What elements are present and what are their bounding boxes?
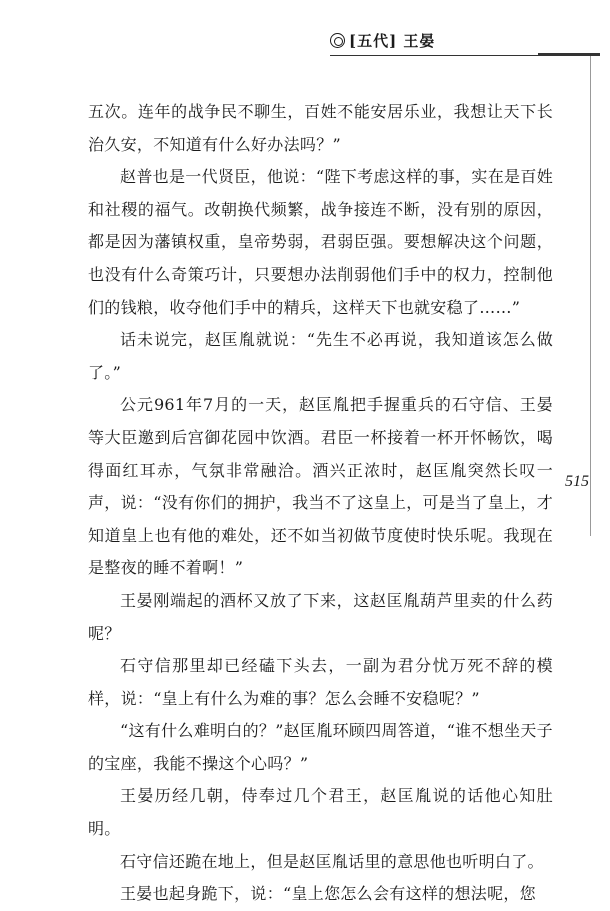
paragraph: 五次。连年的战争民不聊生，百姓不能安居乐业，我想让天下长治久安，不知道有什么好办法吗？”	[88, 102, 553, 154]
paragraph: 石守信那里却已经磕下头去，一副为君分忧万死不辞的模样，说：“皇上有什么为难的事？怎么会睡不安稳呢？”	[88, 656, 553, 708]
paragraph: 王晏刚端起的酒杯又放了下来，这赵匡胤葫芦里卖的什么药呢？	[88, 590, 553, 643]
circle-bullet-icon	[330, 33, 345, 48]
margin-line	[590, 56, 591, 536]
page-number: 515	[565, 473, 589, 490]
paragraph: 公元961年7月的一天，赵匡胤把手握重兵的石守信、王晏等大臣邀到后宫御花园中饮酒。君臣一杯接着一杯开怀畅饮，喝得面红耳赤，气氛非常融洽。酒兴正浓时，赵匡胤突然长叹一声，说：“没有你们的拥护，我当不了这皇上，可是当了皇上，才知道皇上也有他的难处，还不如当初做节度使时快乐呢。我现在是整夜的睡不着啊！”	[88, 395, 553, 578]
paragraph: 赵普也是一代贤臣，他说：“陛下考虑这样的事，实在是百姓和社稷的福气。改朝换代频繁，战争接连不断，没有别的原因，都是因为藩镇权重，皇帝势弱，君弱臣强。要想解决这个问题，也没有什么奇策巧计，只要想办法削弱他们手中的权力，控制他们的钱粮，收夺他们手中的精兵，这样天下也就安稳了……”	[88, 167, 553, 317]
body-text	[88, 96, 553, 911]
paragraph: “这有什么难明白的？”赵匡胤环顾四周答道，“谁不想坐天子的宝座，我能不操这个心吗？”	[88, 721, 553, 773]
header-title: [五代] 王晏	[349, 32, 436, 50]
paragraph: 王晏历经几朝，侍奉过几个君王，赵匡胤说的话他心知肚明。	[88, 786, 553, 839]
paragraph: 王晏也起身跪下，说：“皇上您怎么会有这样的想法呢，您	[120, 884, 536, 904]
running-header	[330, 30, 435, 51]
paragraph: 话未说完，赵匡胤就说：“先生不必再说，我知道该怎么做了。”	[88, 330, 553, 382]
paragraph: 石守信还跪在地上，但是赵匡胤话里的意思他也听明白了。	[120, 851, 544, 871]
